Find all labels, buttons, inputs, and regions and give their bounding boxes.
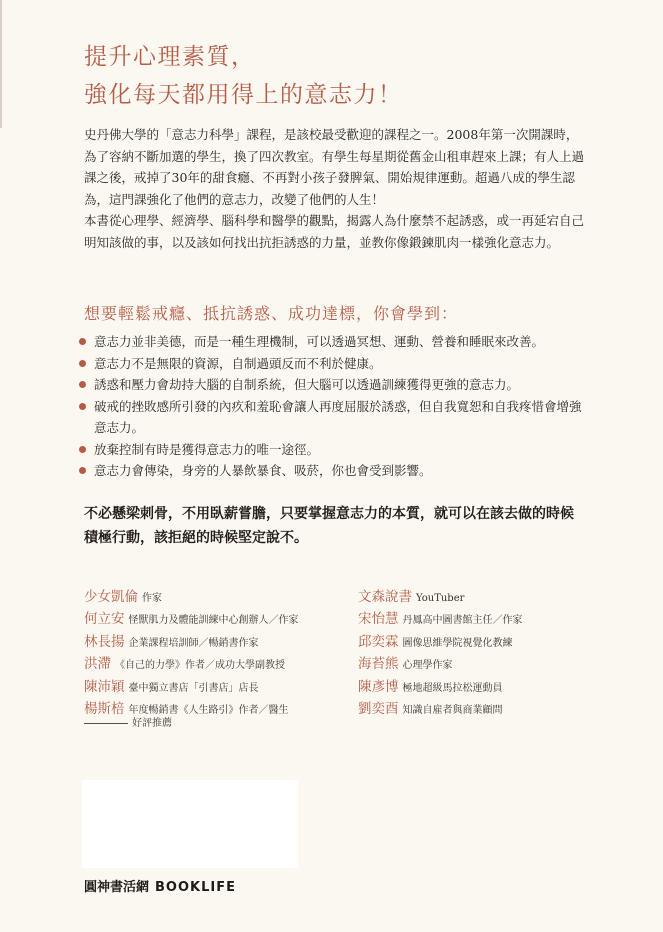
learning-point: 意志力會傳染，身旁的人暴飲暴食、吸菸，你也會受到影響。: [78, 460, 588, 482]
endorser-role: 知識自雇者與商業顧問: [402, 704, 503, 716]
learning-point: 意志力並非美德，而是一種生理機制，可以透過冥想、運動、營養和睡眠來改善。: [78, 331, 588, 353]
recommend-text: 好評推薦: [132, 718, 172, 729]
publisher-brand: BOOKLIFE: [155, 880, 236, 895]
headline: [84, 38, 403, 114]
endorser-name: 少女凱倫: [84, 589, 138, 605]
endorser-name: 劉奕酉: [358, 700, 399, 717]
recommend-dash: [84, 723, 128, 724]
intro-paragraph: 史丹佛大學的「意志力科學」課程，是該校最受歡迎的課程之一。2008年第一次開課時，為了容納不斷加選的學生，換了四次教室。有學生每星期從舊金山租車趕來上課；有人上過課之後，戒掉了30年的甜食癮、不再對小孩子發脾氣、開始規律運動。超過八成的學生認為，這門課強化了他們的意志力，改變了他們的人生！: [84, 127, 585, 207]
endorser-role: 作家: [142, 593, 162, 604]
learning-point: 意志力不是無限的資源，自制過頭反而不利於健康。: [78, 353, 588, 375]
endorser-name: 何立安: [84, 611, 125, 628]
intro-text: [84, 124, 584, 254]
endorser: [358, 697, 523, 719]
endorser: [358, 585, 523, 607]
endorser-role: 企業課程培訓師／暢銷書作家: [128, 637, 259, 649]
endorser: [84, 607, 299, 629]
learning-point: 放棄控制有時是獲得意志力的唯一途徑。: [78, 439, 588, 461]
endorser-name: 邱奕霖: [358, 633, 399, 650]
endorser-role: 丹鳳高中圖書館主任／作家: [402, 615, 523, 627]
conclusion-text: 不必懸梁刺骨，不用臥薪嘗膽，只要掌握意志力的本質，就可以在該去做的時候積極行動，該拒絕的時候堅定說不。: [84, 506, 574, 546]
learning-point: 破戒的挫敗感所引發的內疚和羞恥會讓人再度屈服於誘惑，但自我寬恕和自我疼惜會增強意志力。: [78, 396, 588, 439]
barcode-area: [82, 780, 298, 868]
headline-line-1: 提升心理素質，: [84, 44, 256, 70]
learning-point: 誘惑和壓力會劫持大腦的自制系統，但大腦可以透過訓練獲得更強的意志力。: [78, 374, 588, 396]
endorser: [358, 630, 523, 652]
learn-title: 想要輕鬆戒癮、抵抗誘惑、成功達標，你會學到：: [84, 304, 459, 323]
endorser: [358, 675, 523, 697]
endorser: [358, 607, 523, 629]
publisher-name: 圓神書活網: [84, 880, 150, 895]
endorser-name: 文森說書: [358, 589, 412, 605]
endorser-name: 楊斯棓: [84, 700, 125, 717]
endorser: [84, 675, 299, 697]
endorser-role: 臺中獨立書店「引書店」店長: [128, 682, 259, 694]
endorser-name: 海苔熊: [358, 656, 399, 673]
recommend-label: [84, 714, 172, 729]
endorser: [84, 630, 299, 652]
endorser-name: 陳沛穎: [84, 678, 125, 695]
endorser-role: 《自己的力學》作者／成功大學副教授: [115, 660, 285, 672]
endorser-name: 宋怡慧: [358, 611, 399, 628]
endorsements-right: [358, 585, 523, 719]
endorser: [84, 585, 299, 607]
endorser-role: 怪獸肌力及體能訓練中心創辦人／作家: [128, 615, 299, 627]
headline-line-2: 強化每天都用得上的意志力！: [84, 82, 403, 108]
endorser-role: YouTuber: [416, 593, 465, 604]
endorser-role: 極地超級馬拉松運動員: [402, 682, 503, 694]
endorser-role: 心理學作家: [402, 660, 453, 672]
endorser-name: 陳彥博: [358, 678, 399, 695]
intro-paragraph: 本書從心理學、經濟學、腦科學和醫學的觀點，揭露人為什麼禁不起誘惑，或一再延宕自己明知該做的事，以及該如何找出抗拒誘惑的力量，並教你像鍛鍊肌肉一樣強化意志力。: [84, 213, 585, 250]
endorser-name: 林長揚: [84, 633, 125, 650]
learning-points-list: [78, 331, 588, 482]
endorser-name: 洪滯: [84, 656, 111, 673]
endorser: [358, 652, 523, 674]
endorsements-left: [84, 585, 299, 719]
endorser: [84, 652, 299, 674]
endorser-role: 圖像思維學院視覺化教練: [402, 637, 513, 649]
publisher-logo: [84, 876, 236, 895]
endorser-role: 年度暢銷書《人生路引》作者／醫生: [128, 704, 289, 716]
left-edge-rule: [0, 0, 2, 128]
